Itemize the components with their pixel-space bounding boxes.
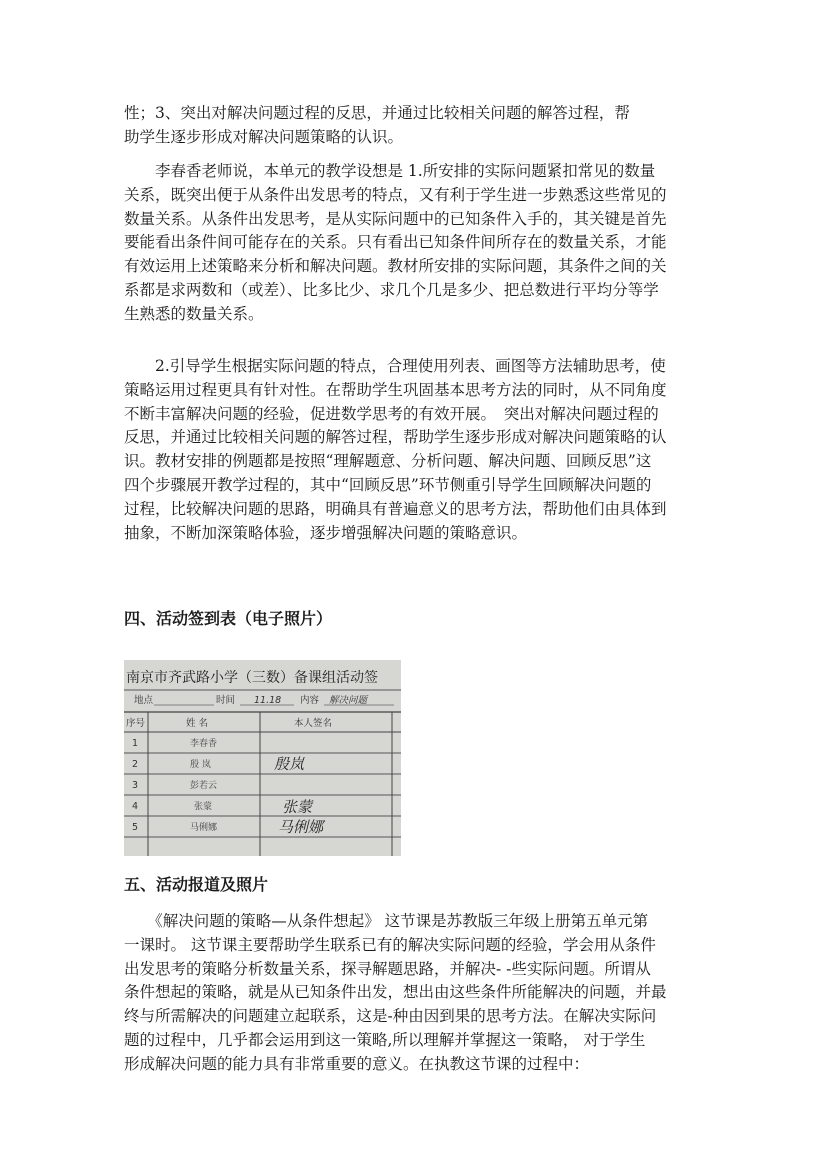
row-number: 5: [132, 822, 139, 833]
row-number: 4: [132, 801, 139, 812]
text-line: 数量关系。从条件出发思考，是从实际问题中的已知条件入手的，其关键是首先: [124, 209, 667, 228]
text-line: 出发思考的策略分析数量关系，探寻解题思路，并解决- -些实际问题。所谓从: [124, 959, 651, 978]
text-line: 《解决问题的策略—从条件想起》 这节课是苏教版三年级上册第五单元第: [124, 912, 649, 930]
text-line: 要能看出条件间可能存在的关系。只有看出已知条件间所存在的数量关系，才能: [124, 233, 667, 252]
text-line: 四个步骤展开教学过程的，其中“回顾反思”环节侧重引导学生回顾解决问题的: [124, 475, 652, 494]
text-line: 策略运用过程更具有针对性。在帮助学生巩固基本思考方法的同时，从不同角度: [124, 380, 667, 399]
text-line: 过程，比较解决问题的思路，明确具有普遍意义的思考方法，帮助他们由具体到: [124, 499, 667, 518]
text-line: 抽象，不断加深策略体验，逐步增强解决问题的策略意识。: [124, 523, 528, 542]
row-name: 马俐娜: [190, 823, 218, 833]
text-line: 助学生逐步形成对解决问题策略的认识。: [124, 127, 404, 146]
section-heading-sign-in: 四、活动签到表（电子照片）: [124, 609, 333, 628]
section-heading-report: 五、活动报道及照片: [124, 875, 269, 894]
paragraph-reflection: [124, 102, 704, 150]
header-name: 姓 名: [186, 718, 209, 729]
sign-in-sheet-photo: [124, 660, 401, 856]
paragraph-guidance: [124, 355, 704, 545]
header-number: 序号: [126, 718, 146, 729]
paragraph-report: [124, 910, 704, 1077]
text-line: 关系，既突出便于从条件出发思考的特点，又有利于学生进一步熟悉这些常见的: [124, 185, 667, 204]
photo-title: 南京市齐武路小学（三数）备课组活动签: [126, 670, 378, 686]
text-line: 有效运用上述策略来分析和解决问题。教材所安排的实际问题，其条件之间的关: [124, 257, 667, 276]
text-line: 性；3、突出对解决问题过程的反思，并通过比较相关问题的解答过程，帮: [124, 104, 630, 122]
photo-time-value: 11.18: [254, 695, 282, 706]
row-name: 殷 岚: [190, 760, 211, 770]
row-number: 2: [132, 759, 139, 770]
row-name: 彭若云: [190, 781, 218, 791]
text-line: 一课时。 这节课主要帮助学生联系已有的解决实际问题的经验，学会用从条件: [124, 935, 656, 954]
text-line: 识。教材安排的例题都是按照“理解题意、分析问题、解决问题、回顾反思”这: [124, 452, 652, 471]
text-line: 形成解决问题的能力具有非常重要的意义。在执教这节课的过程中：: [124, 1054, 590, 1073]
row-name: 张蒙: [194, 802, 213, 812]
row-signature: 马俐娜: [278, 818, 324, 836]
text-line: 条件想起的策略，就是从已知条件出发，想出由这些条件所能解决的问题，并最: [124, 983, 667, 1002]
text-line: 李春香老师说，本单元的教学设想是 1.所安排的实际问题紧扣常见的数量: [124, 162, 656, 180]
text-line: 生熟悉的数量关系。: [124, 304, 264, 323]
row-number: 3: [132, 780, 139, 791]
text-line: 不断丰富解决问题的经验，促进数学思考的有效开展。 突出对解决问题过程的: [124, 404, 659, 423]
text-line: 终与所需解决的问题建立起联系，这是-种由因到果的思考方法。在解决实际问: [124, 1007, 657, 1026]
row-name: 李春香: [190, 739, 218, 749]
text-line: 题的过程中，几乎都会运用到这一策略,所以理解并掌握这一策略， 对于学生: [124, 1030, 646, 1049]
row-signature: 张蒙: [282, 798, 313, 816]
photo-time-label: 时间: [216, 695, 236, 706]
paragraph-teaching-idea: [124, 160, 704, 327]
row-signature: 殷岚: [274, 755, 305, 773]
row-number: 1: [132, 738, 139, 749]
sign-in-sheet-drawing: [124, 660, 401, 856]
photo-place-label: 地点: [134, 695, 154, 706]
header-signature: 本人签名: [294, 718, 333, 729]
text-line: 反思，并通过比较相关问题的解答过程，帮助学生逐步形成对解决问题策略的认: [124, 428, 667, 447]
text-line: 2.引导学生根据实际问题的特点，合理使用列表、画图等方法辅助思考，使: [124, 357, 666, 375]
photo-content-label: 内容: [300, 695, 320, 706]
text-line: 系都是求两数和（或差）、比多比少、求几个几是多少、把总数进行平均分等学: [124, 280, 659, 299]
photo-content-value: 解决问题: [329, 695, 368, 706]
